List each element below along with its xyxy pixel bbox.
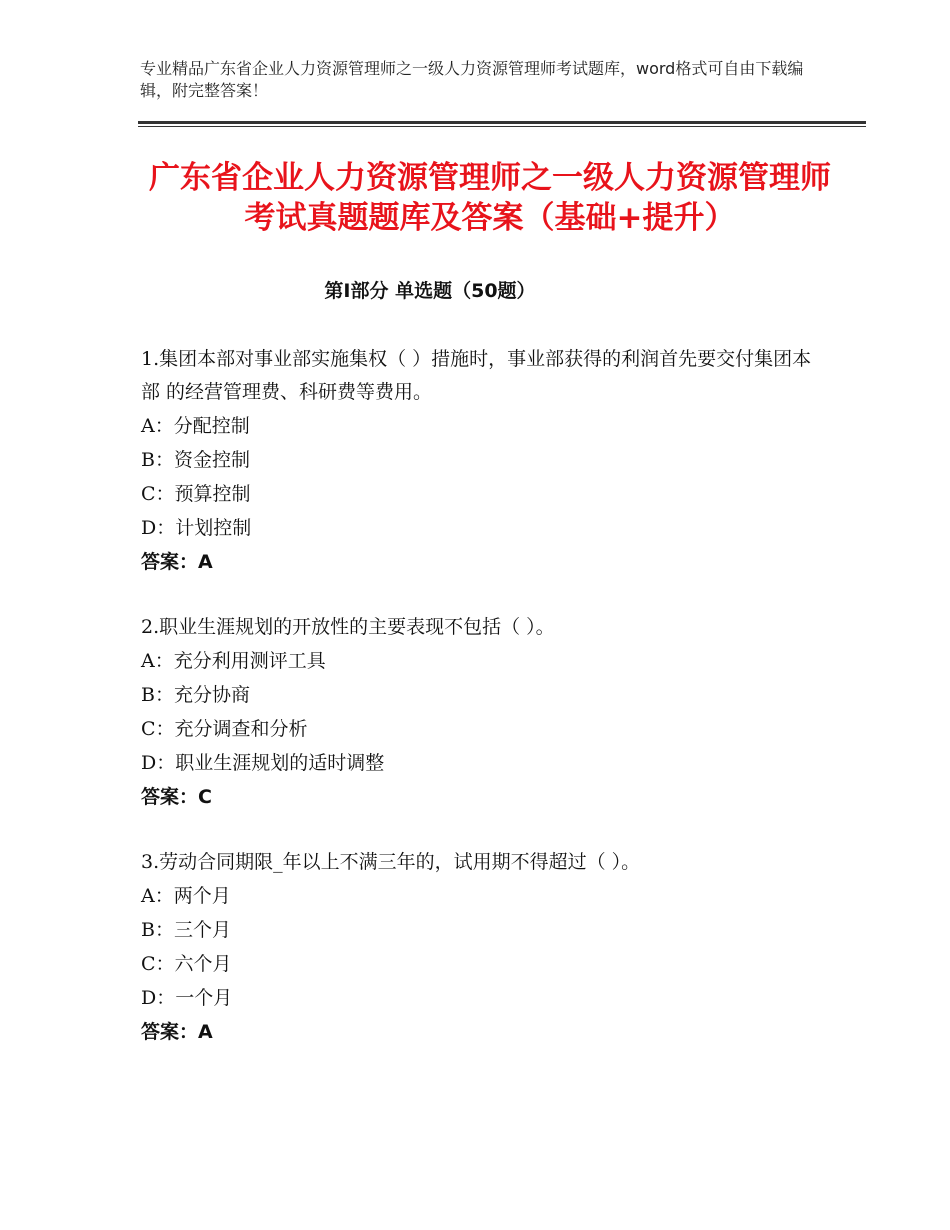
answer: 答案：A bbox=[141, 1021, 213, 1043]
answer: 答案：A bbox=[141, 551, 213, 573]
option-c: C：预算控制 bbox=[141, 483, 251, 505]
option-a: A：分配控制 bbox=[141, 415, 250, 437]
option-d: D：计划控制 bbox=[141, 517, 252, 539]
answer: 答案：C bbox=[141, 786, 212, 808]
option-d: D：职业生涯规划的适时调整 bbox=[141, 752, 385, 774]
option-b: B：三个月 bbox=[141, 919, 231, 941]
header-note: 专业精品广东省企业人力资源管理师之一级人力资源管理师考试题库，word格式可自由下载编辑，附完整答案！ bbox=[140, 59, 804, 100]
option-a: A：充分利用测评工具 bbox=[141, 650, 326, 672]
question-1 bbox=[141, 343, 821, 580]
question-stem: 1.集团本部对事业部实施集权（ ）措施时，事业部获得的利润首先要交付集团本部 的经营管理费、科研费等费用。 bbox=[141, 348, 812, 403]
question-list bbox=[141, 343, 821, 1081]
question-stem: 2.职业生涯规划的开放性的主要表现不包括（ ）。 bbox=[141, 616, 555, 638]
option-a: A：两个月 bbox=[141, 885, 231, 907]
option-b: B：资金控制 bbox=[141, 449, 250, 471]
option-c: C：六个月 bbox=[141, 953, 232, 975]
document-title: 广东省企业人力资源管理师之一级人力资源管理师考试真题题库及答案（基础+提升） bbox=[149, 160, 831, 236]
option-d: D：一个月 bbox=[141, 987, 233, 1009]
option-b: B：充分协商 bbox=[141, 684, 250, 706]
section-title: 第Ⅰ部分 单选题（50题） bbox=[324, 280, 536, 302]
question-2 bbox=[141, 611, 821, 815]
header-rule bbox=[138, 121, 866, 124]
header-rule-thin bbox=[138, 126, 866, 127]
question-stem: 3.劳动合同期限_年以上不满三年的，试用期不得超过（ ）。 bbox=[141, 851, 641, 873]
option-c: C：充分调查和分析 bbox=[141, 718, 308, 740]
question-3 bbox=[141, 846, 821, 1050]
